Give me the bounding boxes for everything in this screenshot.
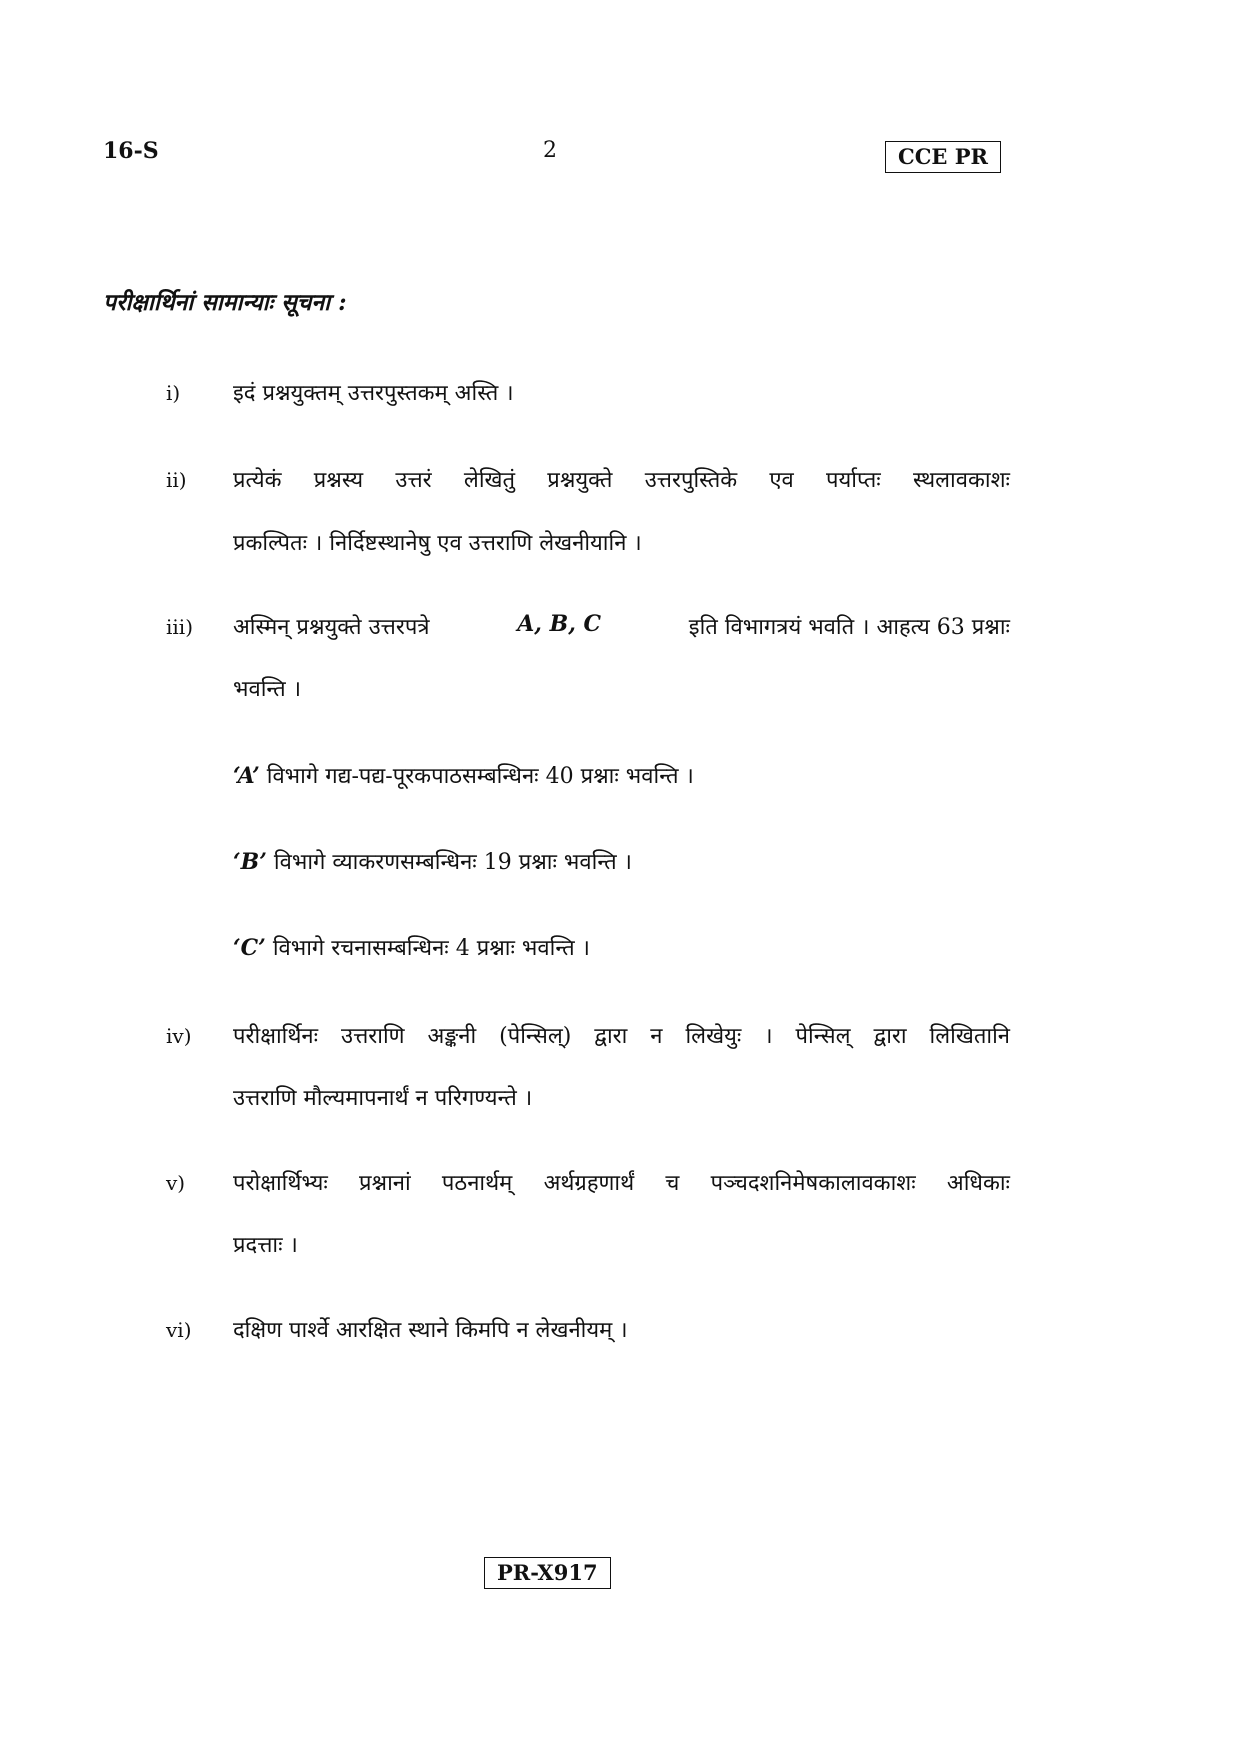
instruction-number: i)	[166, 381, 181, 405]
exam-label-box: CCE PR	[885, 141, 1001, 173]
instruction-number: v)	[166, 1171, 186, 1195]
page-title: परीक्षार्थिनां सामान्याः सूचना :	[103, 289, 347, 316]
instruction-text-post: इति विभागत्रयं भवति । आहत्य 63 प्रश्नाः	[688, 615, 1010, 640]
instruction-text-cont: प्रकल्पितः । निर्दिष्टस्थानेषु एव उत्तराणि लेखनीयानि ।	[233, 531, 642, 556]
section-a-line	[233, 760, 694, 790]
instruction-text: प्रत्येकं प्रश्नस्य उत्तरं लेखितुं प्रश्नयुक्ते उत्तरपुस्तिके एव पर्याप्तः स्थलावकाशः	[233, 468, 1010, 493]
instruction-text-cont: उत्तराणि मौल्यमापनार्थं न परिगण्यन्ते ।	[233, 1086, 533, 1111]
instruction-text-cont: प्रदत्ताः ।	[233, 1233, 298, 1258]
instruction-text: परोक्षार्थिभ्यः प्रश्नानां पठनार्थम् अर्थग्रहणार्थं च पञ्चदशनिमेषकालावकाशः अधिकाः	[233, 1171, 1010, 1196]
instruction-text-cont: भवन्ति ।	[233, 677, 302, 702]
page-number: 2	[543, 138, 557, 163]
instruction-number: iv)	[166, 1024, 192, 1048]
instruction-number: ii)	[166, 468, 187, 492]
section-c-label: ‘C’	[233, 935, 266, 961]
section-a-text: विभागे गद्य-पद्य-पूरकपाठसम्बन्धिनः 40 प्रश्नाः भवन्ति ।	[266, 764, 694, 789]
instruction-number: iii)	[166, 615, 193, 639]
section-list: A, B, C	[517, 611, 602, 637]
instruction-text: दक्षिण पार्श्वे आरक्षित स्थाने किमपि न लेखनीयम् ।	[233, 1318, 628, 1343]
section-a-label: ‘A’	[233, 763, 260, 789]
footer-code-box: PR-X917	[484, 1557, 611, 1589]
instruction-text: परीक्षार्थिनः उत्तराणि अङ्कनी (पेन्सिल्) द्वारा न लिखेयुः । पेन्सिल् द्वारा लिखितानि	[233, 1024, 1010, 1049]
instruction-text	[233, 611, 1010, 641]
paper-code: 16-S	[103, 138, 159, 164]
section-b-line	[233, 846, 632, 876]
section-c-text: विभागे रचनासम्बन्धिनः 4 प्रश्नाः भवन्ति ।	[272, 936, 590, 961]
section-c-line	[233, 932, 590, 962]
section-b-text: विभागे व्याकरणसम्बन्धिनः 19 प्रश्नाः भवन्ति ।	[273, 850, 632, 875]
instruction-text-pre: अस्मिन् प्रश्नयुक्ते उत्तरपत्रे	[233, 615, 430, 640]
section-b-label: ‘B’	[233, 849, 267, 875]
instruction-text: इदं प्रश्नयुक्तम् उत्तरपुस्तकम् अस्ति ।	[233, 381, 514, 406]
instruction-number: vi)	[166, 1318, 192, 1342]
